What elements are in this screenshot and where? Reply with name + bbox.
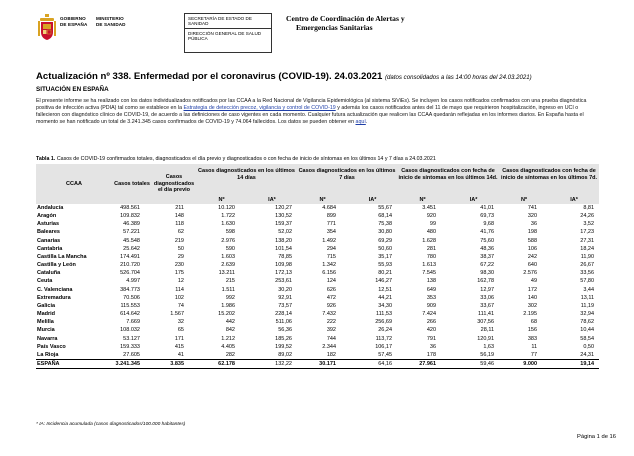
symptom-incidence-7d-cell: 78,62 (580, 319, 595, 326)
cases-14d-cell: 590 (225, 245, 235, 252)
cases-14d-cell: 282 (225, 351, 235, 358)
cases-14d-cell: 4.405 (221, 343, 235, 350)
incidence-7d-cell: 57,45 (378, 351, 393, 358)
header-symptoms-14-days: Casos diagnosticados con fecha de inicio de síntomas en los últimos 14d. (397, 164, 499, 196)
symptom-cases-7d-cell: 68 (530, 319, 538, 326)
cases-7d-cell: 354 (326, 229, 336, 236)
cases-14d-cell: 215 (225, 278, 235, 285)
previous-day-cell: 114 (175, 286, 184, 293)
table-body (36, 204, 599, 369)
incidence-7d-cell: 12,51 (378, 286, 393, 293)
cases-7d-cell: 626 (326, 286, 336, 293)
cases-14d-cell: 10.120 (218, 205, 235, 211)
symptom-incidence-7d-cell: 0,50 (583, 343, 595, 350)
symptom-cases-14d-cell: 138 (426, 278, 437, 285)
ccaa-cell: Asturias (37, 221, 60, 228)
incidence-7d-cell: 55,67 (378, 205, 393, 211)
ccaa-cell: Ceuta (37, 278, 53, 285)
symptom-incidence-14d-cell: 12,97 (480, 286, 495, 293)
symptom-incidence-14d-cell: 69,73 (480, 213, 495, 220)
symptom-cases-7d-cell: 172 (527, 286, 538, 293)
incidence-14d-cell: 101,54 (275, 245, 292, 252)
symptom-incidence-14d-cell: 28,11 (480, 327, 495, 334)
symptom-cases-14d-cell: 178 (426, 351, 437, 358)
ccaa-cell: Canarias (37, 237, 61, 244)
header-total-cases: Casos totales (112, 164, 152, 204)
incidence-7d-cell: 35,17 (378, 253, 393, 260)
previous-day-cell: 3.835 (152, 359, 196, 368)
previous-day-cell: 230 (174, 262, 184, 269)
previous-day-cell: 148 (174, 213, 184, 220)
symptom-cases-7d-cell: 11 (531, 343, 538, 350)
incidence-14d-cell: 130,52 (275, 213, 292, 220)
incidence-14d-cell: 199,52 (275, 343, 292, 350)
ministry-line-2: DE SANIDAD (96, 22, 126, 27)
symptom-incidence-7d-cell: 11,90 (580, 253, 595, 260)
symptom-cases-14d-cell: 1.628 (422, 237, 437, 244)
table-row (36, 237, 599, 245)
cases-7d-cell: 899 (326, 213, 336, 220)
table-row (36, 269, 599, 277)
cases-7d-cell: 4.684 (322, 205, 336, 211)
cases-14d-cell: 13.211 (218, 270, 235, 277)
covid-cases-table (36, 164, 599, 369)
cases-14d-cell: 842 (225, 327, 235, 334)
symptom-cases-7d-cell: 383 (527, 335, 538, 342)
symptom-cases-7d-cell: 49 (530, 278, 538, 285)
report-title (36, 71, 532, 82)
symptom-incidence-7d-cell: 10,44 (580, 327, 595, 334)
symptom-cases-14d-cell: 480 (426, 229, 437, 236)
previous-day-cell: 65 (177, 327, 184, 334)
cases-7d-cell: 771 (326, 221, 336, 228)
symptom-cases-7d-cell: 106 (527, 245, 538, 252)
ccaa-cell: La Rioja (37, 351, 59, 358)
report-title-text: Actualización nº 338. Enfermedad por el coronavirus (COVID-19). 24.03.2021 (36, 71, 383, 82)
incidence-14d-cell: 109,98 (275, 262, 292, 269)
incidence-7d-cell: 113,72 (375, 335, 393, 342)
previous-day-cell: 171 (174, 335, 184, 342)
incidence-14d-cell: 78,85 (278, 253, 292, 260)
header-symptoms-7-days: Casos diagnosticados con fecha de inicio de síntomas en los últimos 7d. (499, 164, 599, 196)
table-row (36, 294, 599, 302)
subheader-incidence: IA* (549, 196, 599, 204)
total-cases-cell: 109.832 (120, 213, 140, 220)
incidence-14d-cell: 132,22 (247, 359, 297, 368)
symptom-incidence-14d-cell: 48,36 (480, 245, 495, 252)
ccaa-cell: Murcia (37, 327, 55, 334)
table-caption-label: Tabla 1. (36, 156, 56, 162)
symptom-cases-7d-cell: 640 (527, 262, 538, 269)
cases-7d-cell: 926 (326, 302, 336, 309)
cases-14d-cell: 992 (225, 294, 235, 301)
symptom-incidence-7d-cell: 32,94 (580, 311, 595, 318)
symptom-incidence-7d-cell: 3,52 (583, 221, 595, 228)
cases-14d-cell: 598 (225, 229, 235, 236)
symptom-incidence-7d-cell: 24,31 (580, 351, 595, 358)
ccaa-cell: Castilla y León (37, 262, 76, 269)
coordination-centre-title (286, 14, 405, 32)
incidence-14d-cell: 138,20 (275, 237, 292, 244)
table-row (36, 228, 599, 236)
ministry-logo-text (60, 16, 130, 31)
symptom-cases-14d-cell: 649 (426, 286, 437, 293)
table-caption (36, 156, 436, 162)
cases-14d-cell: 1.986 (221, 302, 235, 309)
symptom-incidence-7d-cell: 11,19 (580, 302, 595, 309)
table-row (36, 310, 599, 318)
total-cases-cell: 115.553 (120, 302, 140, 309)
total-cases-cell: 174.491 (120, 253, 140, 260)
header-previous-day: Casos diagnosticados el día previo (152, 164, 196, 204)
incidence-7d-cell: 44,21 (378, 294, 393, 301)
cases-7d-cell: 1.492 (322, 237, 336, 244)
total-cases-cell: 46.389 (123, 221, 140, 228)
incidence-14d-cell: 159,37 (275, 221, 292, 228)
ccaa-cell: Galicia (37, 302, 56, 309)
incidence-14d-cell: 172,13 (275, 270, 292, 277)
cases-14d-cell: 2.639 (221, 262, 235, 269)
table-row (36, 220, 599, 228)
previous-day-cell: 62 (177, 229, 184, 236)
total-cases-cell: 498.561 (120, 205, 140, 211)
report-title-note: (datos consolidados a las 14:00 horas del 24.03.2021) (385, 74, 532, 81)
symptom-cases-7d-cell: 77 (530, 351, 538, 358)
cases-7d-cell: 744 (326, 335, 336, 342)
subheader-count: Nº (499, 196, 549, 204)
total-cases-cell: 108.032 (120, 327, 140, 334)
department-box (184, 13, 272, 53)
symptom-cases-14d-cell: 3.451 (422, 205, 437, 211)
strategy-link[interactable]: Estrategia de detección precoz, vigilancia y control de COVID-19 (183, 105, 336, 112)
total-cases-cell: 53.127 (123, 335, 140, 342)
table-row (36, 286, 599, 294)
subheader-incidence: IA* (247, 196, 297, 204)
table-row (36, 318, 599, 326)
incidence-7d-cell: 69,29 (378, 237, 393, 244)
symptom-cases-7d-cell: 320 (527, 213, 538, 220)
symptom-incidence-14d-cell: 98,30 (480, 270, 495, 277)
symptom-cases-7d-cell: 741 (527, 205, 538, 211)
cases-14d-cell: 2.976 (221, 237, 235, 244)
previous-day-cell: 219 (174, 237, 184, 244)
total-cases-cell: 3.241.345 (112, 359, 152, 368)
cases-7d-cell: 1.342 (322, 262, 336, 269)
symptom-incidence-7d-cell: 24,26 (580, 213, 595, 220)
incidence-7d-cell: 256,69 (375, 319, 393, 326)
previous-day-cell: 29 (177, 253, 184, 260)
symptom-cases-14d-cell: 36 (429, 343, 437, 350)
directorate-label: DIRECCIÓN GENERAL DE SALUD PÚBLICA (185, 28, 271, 43)
symptom-cases-14d-cell: 7.545 (422, 270, 437, 277)
symptom-incidence-7d-cell: 19,14 (549, 359, 599, 368)
incidence-14d-cell: 30,20 (278, 286, 292, 293)
incidence-7d-cell: 26,24 (378, 327, 393, 334)
symptom-cases-14d-cell: 780 (426, 253, 437, 260)
total-cases-cell: 70.506 (123, 294, 140, 301)
symptom-incidence-7d-cell: 17,23 (580, 229, 595, 236)
previous-day-cell: 1.567 (170, 311, 184, 318)
cases-7d-cell: 222 (326, 319, 336, 326)
incidence-7d-cell: 111,53 (376, 311, 393, 318)
ccaa-cell: Madrid (37, 311, 56, 318)
table-row (36, 245, 599, 253)
total-cases-cell: 159.333 (120, 343, 140, 350)
symptom-incidence-7d-cell: 58,54 (580, 335, 595, 342)
total-cases-cell: 57.221 (123, 229, 140, 236)
incidence-14d-cell: 120,27 (275, 205, 292, 211)
incidence-7d-cell: 146,27 (375, 278, 393, 285)
symptom-cases-14d-cell: 909 (426, 302, 437, 309)
previous-day-cell: 74 (177, 302, 184, 309)
ccaa-cell: Castilla La Mancha (37, 253, 87, 260)
symptom-incidence-14d-cell: 75,60 (480, 237, 495, 244)
ccaa-cell: Melilla (37, 319, 54, 326)
symptom-incidence-14d-cell: 162,78 (477, 278, 495, 285)
symptom-cases-7d-cell: 302 (527, 302, 538, 309)
header-last-7-days: Casos diagnosticados en los últimos 7 días (297, 164, 397, 196)
symptom-incidence-14d-cell: 41,01 (480, 205, 495, 211)
cases-14d-cell: 15.202 (218, 311, 235, 318)
ccaa-cell: Aragón (37, 213, 57, 220)
symptom-incidence-14d-cell: 111,41 (478, 311, 495, 318)
cases-7d-cell: 30.171 (297, 359, 348, 368)
table-row (36, 343, 599, 351)
government-line-1: GOBIERNO (60, 16, 86, 21)
total-cases-cell: 614.642 (120, 311, 140, 318)
header-ccaa: CCAA (36, 164, 112, 204)
symptom-incidence-7d-cell: 18,24 (580, 245, 595, 252)
incidence-14d-cell: 52,02 (278, 229, 292, 236)
symptom-cases-7d-cell: 242 (527, 253, 538, 260)
cases-14d-cell: 1.511 (221, 286, 235, 293)
ccaa-cell: Cataluña (37, 270, 61, 277)
incidence-14d-cell: 73,57 (278, 302, 292, 309)
incidence-7d-cell: 50,60 (378, 245, 393, 252)
coat-of-arms-icon (38, 14, 56, 41)
subheader-count: Nº (397, 196, 448, 204)
cases-7d-cell: 6.156 (322, 270, 336, 277)
table-row (36, 351, 599, 360)
cases-14d-cell: 1.212 (221, 335, 235, 342)
cases-7d-cell: 7.432 (322, 311, 336, 318)
table-row (36, 302, 599, 310)
symptom-incidence-14d-cell: 307,56 (477, 319, 495, 326)
incidence-14d-cell: 56,36 (278, 327, 292, 334)
ccaa-cell: País Vasco (37, 343, 66, 350)
total-cases-cell: 526.704 (120, 270, 140, 277)
ccaa-cell: Andalucía (37, 205, 64, 211)
table-row (36, 212, 599, 220)
previous-day-cell: 32 (177, 319, 184, 326)
incidence-14d-cell: 511,06 (275, 319, 292, 326)
incidence-7d-cell: 55,93 (378, 262, 393, 269)
symptom-incidence-14d-cell: 1,63 (483, 343, 495, 350)
total-row (36, 359, 599, 368)
table-row (36, 277, 599, 285)
symptom-cases-7d-cell: 588 (527, 237, 538, 244)
ccaa-cell: Cantabria (37, 245, 63, 252)
ccaa-cell: Extremadura (37, 294, 71, 301)
total-cases-cell: 45.548 (123, 237, 140, 244)
table-row (36, 335, 599, 343)
symptom-incidence-7d-cell: 26,67 (580, 262, 595, 269)
cases-14d-cell: 62.178 (196, 359, 247, 368)
subheader-incidence: IA* (348, 196, 397, 204)
incidence-7d-cell: 64,16 (348, 359, 397, 368)
previous-day-cell: 118 (175, 221, 184, 228)
cases-7d-cell: 715 (326, 253, 336, 260)
incidence-14d-cell: 185,26 (275, 335, 292, 342)
symptom-incidence-14d-cell: 33,06 (480, 294, 495, 301)
cases-7d-cell: 2.344 (322, 343, 336, 350)
secretariat-label: SECRETARÍA DE ESTADO DE SANIDAD (188, 15, 252, 27)
symptom-cases-14d-cell: 7.424 (422, 311, 437, 318)
cases-14d-cell: 1.722 (221, 213, 235, 220)
table-footnote: * IA: Incidencia acumulada (casos diagnosticados/100.000 habitantes) (36, 422, 186, 427)
incidence-14d-cell: 228,14 (275, 311, 292, 318)
incidence-7d-cell: 34,30 (378, 302, 393, 309)
symptom-incidence-14d-cell: 56,19 (480, 351, 495, 358)
symptom-cases-14d-cell: 266 (426, 319, 437, 326)
incidence-14d-cell: 89,02 (278, 351, 292, 358)
symptom-incidence-7d-cell: 33,56 (580, 270, 595, 277)
symptom-incidence-14d-cell: 33,67 (480, 302, 495, 309)
symptom-cases-14d-cell: 1.613 (422, 262, 437, 269)
incidence-7d-cell: 80,21 (378, 270, 393, 277)
ccaa-cell: Navarra (37, 335, 58, 342)
symptom-cases-14d-cell: 353 (426, 294, 437, 301)
symptom-incidence-14d-cell: 59,46 (448, 359, 499, 368)
symptom-cases-14d-cell: 791 (426, 335, 437, 342)
total-cases-cell: 25.642 (123, 245, 140, 252)
ccaa-cell: C. Valenciana (37, 286, 73, 293)
total-cases-cell: 27.605 (123, 351, 140, 358)
cases-7d-cell: 472 (326, 294, 336, 301)
cases-14d-cell: 1.603 (221, 253, 235, 260)
intro-text-1: El presente informe se ha realizado con los datos individualizados notificados por las CCAA a la Red Nacional de Vigilancia Epidemiológica (al sistema SiViEs). Se incluyen los casos notificados confirmados con una prueba diagnóstica positiva de infección activa (PDIA) tal como se establece en la (36, 98, 587, 112)
total-cases-cell: 4.997 (126, 278, 140, 285)
previous-day-cell: 50 (177, 245, 184, 252)
previous-day-cell: 175 (174, 270, 184, 277)
intro-text-2: y además los casos notificados antes del 11 de mayo que requirieron hospitalización, ingreso en UCI o fallecieron con diagnóstico clínico de COVID-19, de acuerdo a las definiciones de caso vigentes en cada momento. Cualquier futura actualización que realicen las CCAA quedarán reflejadas en los informes diarios. En España hasta el momento se han notificado un total de 3.241.345 casos confirmados de COVID-19 y 74.064 fallecidos. Los datos se pueden obtener en (36, 105, 584, 126)
intro-text-3: . (365, 119, 368, 126)
data-download-link[interactable]: aquí (355, 119, 366, 126)
incidence-7d-cell: 30,80 (378, 229, 393, 236)
incidence-7d-cell: 68,14 (378, 213, 393, 220)
header-last-14-days: Casos diagnosticados en los últimos 14 días (196, 164, 297, 196)
symptom-incidence-7d-cell: 3,44 (583, 286, 595, 293)
subheader-incidence: IA* (448, 196, 499, 204)
symptom-incidence-14d-cell: 38,37 (480, 253, 495, 260)
cases-7d-cell: 294 (326, 245, 336, 252)
symptom-cases-14d-cell: 281 (426, 245, 437, 252)
symptom-cases-7d-cell: 140 (527, 294, 538, 301)
subheader-count: Nº (196, 196, 247, 204)
incidence-14d-cell: 253,61 (275, 278, 292, 285)
subheader-count: Nº (297, 196, 348, 204)
ccaa-cell: ESPAÑA (36, 359, 112, 368)
centre-line-2: Emergencias Sanitarias (296, 23, 373, 32)
symptom-cases-7d-cell: 198 (527, 229, 538, 236)
table-row (36, 204, 599, 212)
symptom-incidence-7d-cell: 8,81 (583, 205, 595, 211)
table-row (36, 253, 599, 261)
symptom-cases-7d-cell: 36 (530, 221, 538, 228)
table-row (36, 326, 599, 334)
previous-day-cell: 102 (174, 294, 184, 301)
section-heading: SITUACIÓN EN ESPAÑA (36, 86, 109, 93)
symptom-incidence-14d-cell: 41,76 (480, 229, 495, 236)
previous-day-cell: 12 (177, 278, 184, 285)
symptom-cases-7d-cell: 2.195 (523, 311, 538, 318)
symptom-cases-14d-cell: 27.961 (397, 359, 448, 368)
cases-7d-cell: 124 (326, 278, 336, 285)
symptom-cases-7d-cell: 156 (527, 327, 538, 334)
centre-line-1: Centro de Coordinación de Alertas y (286, 14, 405, 23)
symptom-cases-7d-cell: 2.576 (523, 270, 538, 277)
total-cases-cell: 7.669 (126, 319, 140, 326)
previous-day-cell: 415 (174, 343, 184, 350)
symptom-incidence-14d-cell: 67,22 (480, 262, 495, 269)
table-row (36, 261, 599, 269)
symptom-cases-14d-cell: 99 (429, 221, 437, 228)
incidence-7d-cell: 106,17 (375, 343, 393, 350)
previous-day-cell: 211 (175, 205, 184, 211)
cases-14d-cell: 442 (225, 319, 235, 326)
incidence-14d-cell: 92,91 (278, 294, 292, 301)
incidence-7d-cell: 75,38 (378, 221, 393, 228)
symptom-cases-14d-cell: 920 (426, 213, 437, 220)
intro-paragraph (36, 98, 602, 126)
table-caption-text: Casos de COVID-19 confirmados totales, diagnosticados el día previo y diagnosticados o con fecha de inicio de síntomas en los últimos 14 y 7 días a 24.03.2021 (55, 156, 436, 162)
cases-7d-cell: 182 (326, 351, 336, 358)
government-line-2: DE ESPAÑA (60, 22, 88, 27)
symptom-cases-7d-cell: 9.000 (499, 359, 549, 368)
ministry-line-1: MINISTERIO (96, 16, 124, 21)
cases-7d-cell: 392 (326, 327, 336, 334)
symptom-incidence-7d-cell: 27,31 (580, 237, 595, 244)
ccaa-cell: Baleares (37, 229, 60, 236)
symptom-incidence-14d-cell: 120,91 (477, 335, 495, 342)
previous-day-cell: 41 (177, 351, 184, 358)
symptom-incidence-14d-cell: 9,68 (483, 221, 495, 228)
page-number: Página 1 de 16 (576, 434, 616, 440)
total-cases-cell: 210.720 (120, 262, 140, 269)
symptom-incidence-7d-cell: 57,80 (580, 278, 595, 285)
cases-14d-cell: 1.630 (221, 221, 235, 228)
total-cases-cell: 384.773 (120, 286, 140, 293)
symptom-incidence-7d-cell: 13,11 (580, 294, 595, 301)
symptom-cases-14d-cell: 420 (426, 327, 437, 334)
